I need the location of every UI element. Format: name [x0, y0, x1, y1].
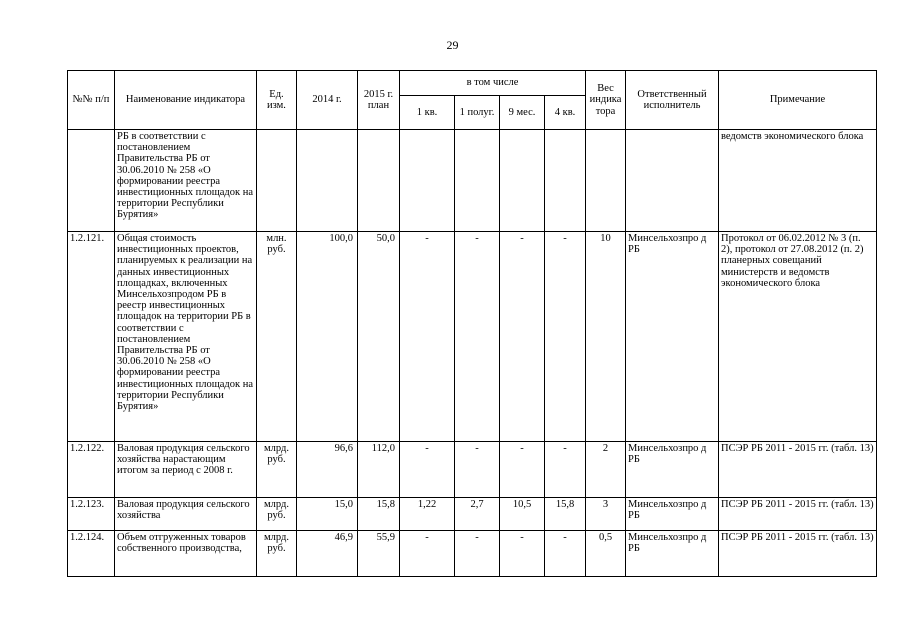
cell-name: Валовая продукция сельского хозяйства [115, 498, 257, 531]
cell-num: 1.2.122. [68, 442, 115, 498]
cell-9m [500, 130, 545, 232]
header-q4: 4 кв. [545, 96, 586, 130]
cell-2014: 46,9 [297, 531, 358, 577]
header-9m: 9 мес. [500, 96, 545, 130]
indicators-table [67, 70, 877, 577]
cell-h1: 2,7 [455, 498, 500, 531]
cell-9m: 10,5 [500, 498, 545, 531]
cell-9m: - [500, 531, 545, 577]
header-q1: 1 кв. [400, 96, 455, 130]
header-weight: Вес индика тора [586, 71, 626, 130]
cell-q4: 15,8 [545, 498, 586, 531]
cell-weight: 10 [586, 232, 626, 442]
cell-note: Протокол от 06.02.2012 № 3 (п. 2), протокол от 27.08.2012 (п. 2) планерных совещаний министерств и ведомств экономического блока [719, 232, 877, 442]
cell-2015: 55,9 [358, 531, 400, 577]
cell-num: 1.2.123. [68, 498, 115, 531]
cell-2014: 96,6 [297, 442, 358, 498]
cell-2014: 15,0 [297, 498, 358, 531]
cell-executor: Минсельхозпро д РБ [626, 531, 719, 577]
cell-note: ПСЭР РБ 2011 - 2015 гг. (табл. 13) [719, 442, 877, 498]
header-unit: Ед. изм. [257, 71, 297, 130]
cell-2015 [358, 130, 400, 232]
header-name: Наименование индикатора [115, 71, 257, 130]
header-h1: 1 полуг. [455, 96, 500, 130]
table-header-row [68, 71, 877, 96]
cell-note: ПСЭР РБ 2011 - 2015 гг. (табл. 13) [719, 498, 877, 531]
table-row [68, 531, 877, 577]
cell-unit [257, 130, 297, 232]
cell-h1: - [455, 442, 500, 498]
cell-9m: - [500, 442, 545, 498]
cell-q4: - [545, 442, 586, 498]
cell-weight: 3 [586, 498, 626, 531]
cell-q1: - [400, 531, 455, 577]
table-row [68, 498, 877, 531]
cell-h1: - [455, 232, 500, 442]
cell-num [68, 130, 115, 232]
cell-weight: 2 [586, 442, 626, 498]
cell-executor [626, 130, 719, 232]
cell-h1: - [455, 531, 500, 577]
cell-unit: млн. руб. [257, 232, 297, 442]
cell-unit: млрд. руб. [257, 531, 297, 577]
header-2014: 2014 г. [297, 71, 358, 130]
cell-weight: 0,5 [586, 531, 626, 577]
cell-name: РБ в соответствии с постановлением Правительства РБ от 30.06.2010 № 258 «О формировании реестра инвестиционных площадок на территории Республики Бурятия» [115, 130, 257, 232]
cell-q1: - [400, 232, 455, 442]
cell-weight [586, 130, 626, 232]
cell-executor: Минсельхозпро д РБ [626, 498, 719, 531]
cell-q1 [400, 130, 455, 232]
cell-name: Объем отгруженных товаров собственного производства, [115, 531, 257, 577]
cell-note: ПСЭР РБ 2011 - 2015 гг. (табл. 13) [719, 531, 877, 577]
cell-executor: Минсельхозпро д РБ [626, 442, 719, 498]
header-note: Примечание [719, 71, 877, 130]
cell-9m: - [500, 232, 545, 442]
cell-note: ведомств экономического блока [719, 130, 877, 232]
cell-2015: 112,0 [358, 442, 400, 498]
page-number: 29 [446, 38, 459, 52]
cell-num: 1.2.124. [68, 531, 115, 577]
cell-executor: Минсельхозпро д РБ [626, 232, 719, 442]
header-executor: Ответственный исполнитель [626, 71, 719, 130]
cell-2014 [297, 130, 358, 232]
cell-q1: 1,22 [400, 498, 455, 531]
cell-unit: млрд. руб. [257, 442, 297, 498]
cell-q4: - [545, 232, 586, 442]
cell-num: 1.2.121. [68, 232, 115, 442]
cell-2014: 100,0 [297, 232, 358, 442]
cell-2015: 50,0 [358, 232, 400, 442]
cell-q1: - [400, 442, 455, 498]
cell-q4 [545, 130, 586, 232]
cell-q4: - [545, 531, 586, 577]
table-row [68, 232, 877, 442]
cell-h1 [455, 130, 500, 232]
cell-unit: млрд. руб. [257, 498, 297, 531]
table-row [68, 442, 877, 498]
header-num: №№ п/п [68, 71, 115, 130]
cell-name: Валовая продукция сельского хозяйства нарастающим итогом за период с 2008 г. [115, 442, 257, 498]
table-row [68, 130, 877, 232]
header-including: в том числе [400, 71, 586, 96]
cell-2015: 15,8 [358, 498, 400, 531]
header-2015: 2015 г. план [358, 71, 400, 130]
cell-name: Общая стоимость инвестиционных проектов, планируемых к реализации на данных инвестиционных площадках, включенных Минсельхозпродом РБ в реестр инвестиционных площадок на территории РБ в соответствии с постановлением Правительства РБ от 30.06.2010 № 258 «О формировании реестра инвестиционных площадок на территории Республики Бурятия» [115, 232, 257, 442]
